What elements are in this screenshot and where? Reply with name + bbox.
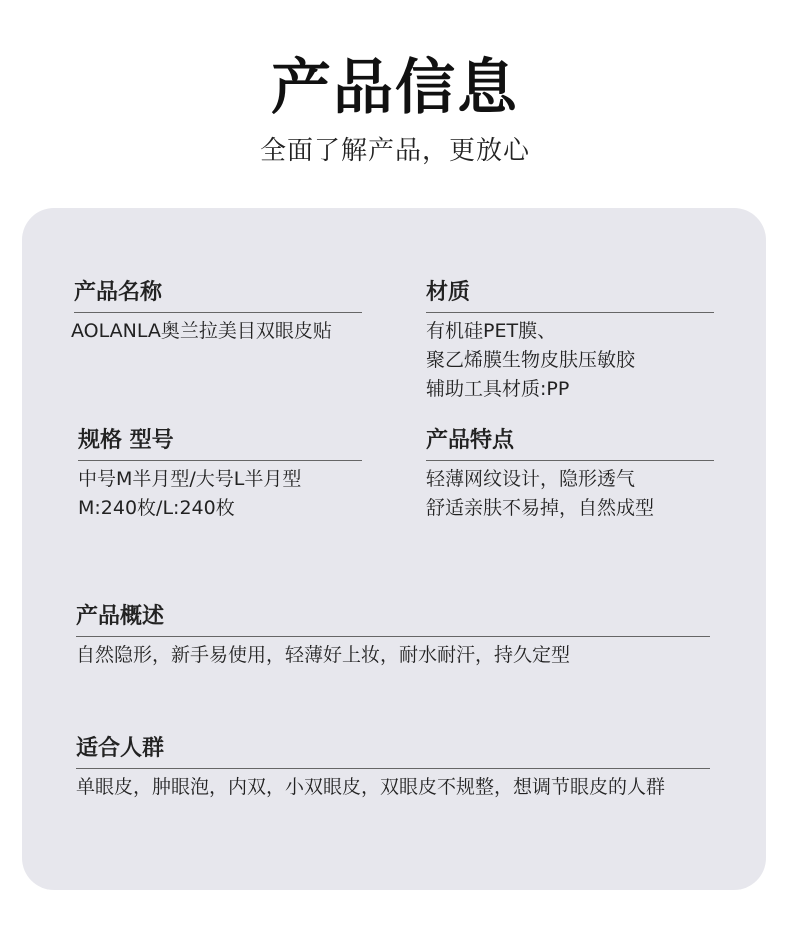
section-line: 单眼皮，肿眼泡，内双，小双眼皮，双眼皮不规整，想调节眼皮的人群 (76, 776, 666, 798)
section-line: 聚乙烯膜生物皮肤压敏胶 (426, 349, 636, 371)
section-heading: 材质 (426, 278, 714, 313)
section-material (426, 278, 714, 404)
section-spec (78, 426, 362, 523)
section-line: AOLANLA奥兰拉美目双眼皮贴 (71, 320, 332, 342)
section-line: 辅助工具材质:PP (426, 378, 570, 400)
section-heading: 规格 型号 (78, 426, 362, 461)
section-overview (76, 602, 710, 670)
section-audience (76, 734, 710, 802)
page-title: 产品信息 (271, 53, 519, 123)
section-heading: 适合人群 (76, 734, 710, 769)
section-heading: 产品概述 (76, 602, 710, 637)
section-heading: 产品特点 (426, 426, 714, 461)
section-feature (426, 426, 714, 523)
section-line: 舒适亲肤不易掉，自然成型 (426, 497, 655, 519)
section-heading: 产品名称 (74, 278, 362, 313)
section-line: 轻薄网纹设计，隐形透气 (426, 468, 636, 490)
section-line: 中号M半月型/大号L半月型 (78, 468, 302, 490)
section-line: M:240枚/L:240枚 (78, 497, 235, 519)
section-line: 有机硅PET膜、 (426, 320, 557, 342)
section-line: 自然隐形，新手易使用，轻薄好上妆，耐水耐汗，持久定型 (76, 644, 571, 666)
info-card (22, 208, 766, 890)
page-subtitle: 全面了解产品，更放心 (259, 136, 530, 166)
section-product-name (71, 278, 362, 346)
